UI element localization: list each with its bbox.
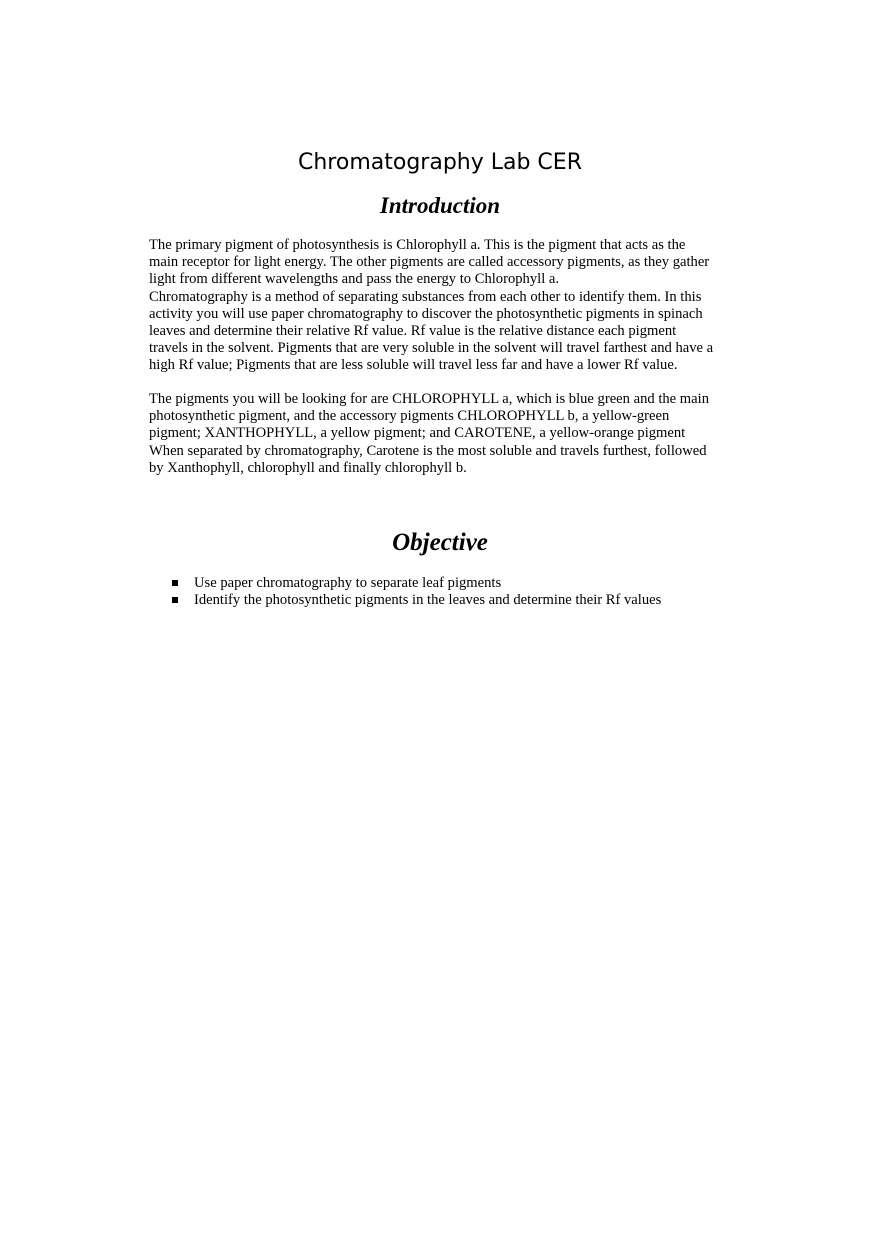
objective-heading: Objective — [392, 529, 488, 556]
document-title: Chromatography Lab CER — [298, 150, 582, 175]
objective-list — [0, 575, 880, 609]
square-bullet-icon — [172, 580, 178, 586]
list-item-text: Use paper chromatography to separate leaf pigments — [194, 575, 502, 591]
text-line: activity you will use paper chromatography to discover the photosynthetic pigments in spinach — [149, 305, 703, 322]
text-line: high Rf value; Pigments that are less soluble will travel less far and have a lower Rf value. — [149, 357, 678, 374]
text-line: Chromatography is a method of separating substances from each other to identify them. In this — [149, 288, 702, 305]
text-line: The primary pigment of photosynthesis is Chlorophyll a. This is the pigment that acts as the — [149, 237, 686, 253]
text-line: travels in the solvent. Pigments that are very soluble in the solvent will travel farthest and have a — [149, 340, 714, 357]
text-line: by Xanthophyll, chlorophyll and finally chlorophyll b. — [149, 459, 467, 476]
list-item — [0, 592, 880, 609]
square-bullet-icon — [172, 597, 178, 603]
text-line: photosynthetic pigment, and the accessory pigments CHLOROPHYLL b, a yellow-green — [149, 408, 670, 425]
text-line: leaves and determine their relative Rf value. Rf value is the relative distance each pigment — [149, 323, 677, 340]
text-line: light from different wavelengths and pass the energy to Chlorophyll a. — [149, 271, 560, 288]
text-line: main receptor for light energy. The other pigments are called accessory pigments, as they gather — [149, 254, 710, 271]
introduction-paragraph — [149, 237, 733, 375]
pigments-paragraph — [149, 391, 733, 477]
text-line: pigment; XANTHOPHYLL, a yellow pigment; and CAROTENE, a yellow-orange pigment — [149, 425, 686, 442]
list-item-text: Identify the photosynthetic pigments in the leaves and determine their Rf values — [194, 592, 662, 609]
list-item — [0, 575, 880, 592]
text-line: When separated by chromatography, Carotene is the most soluble and travels furthest, followed — [149, 442, 707, 459]
introduction-heading: Introduction — [379, 193, 501, 218]
text-line: The pigments you will be looking for are CHLOROPHYLL a, which is blue green and the main — [149, 391, 709, 407]
